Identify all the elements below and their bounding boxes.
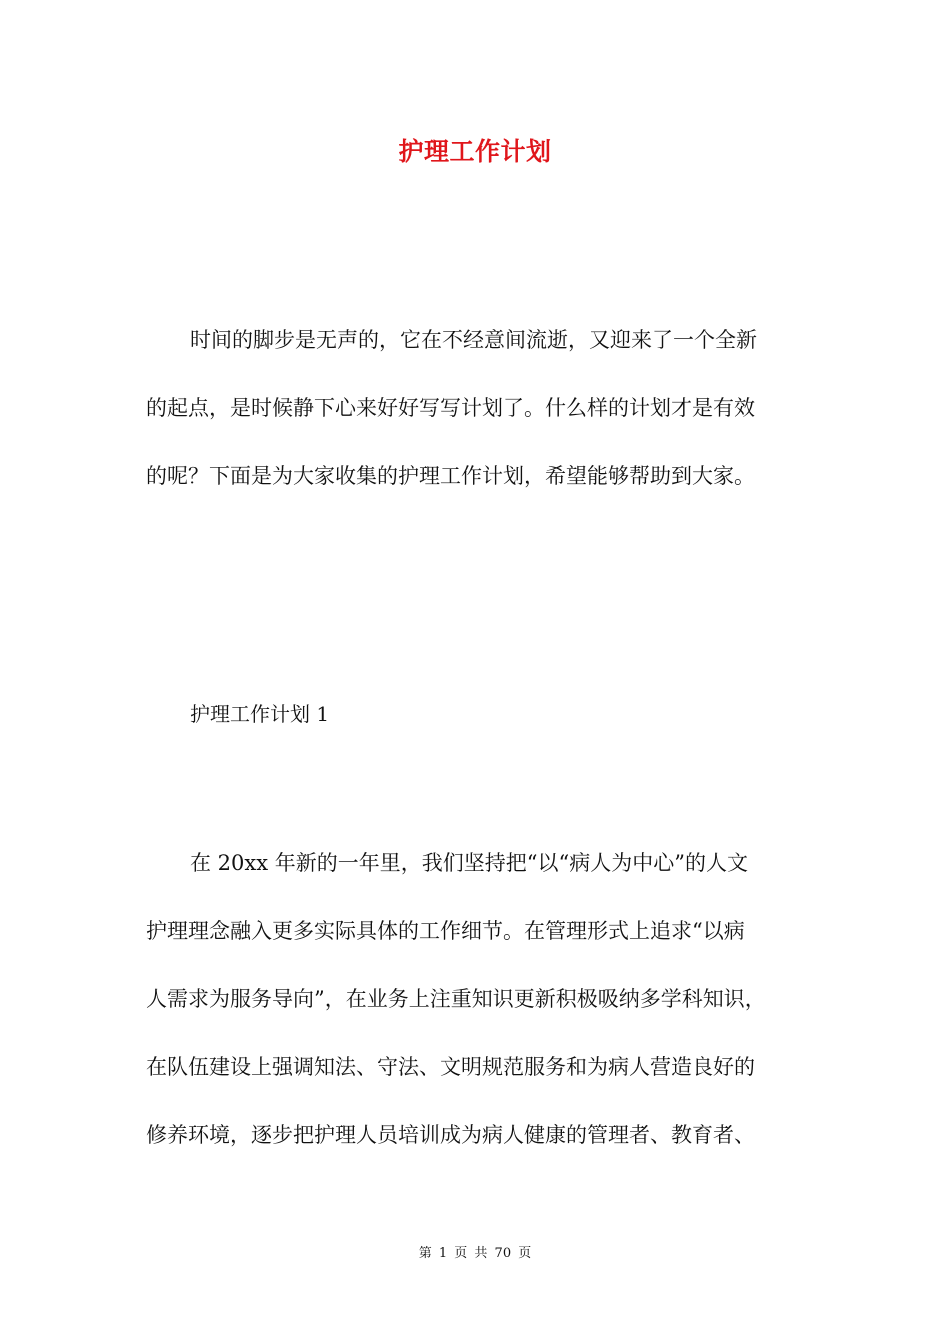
section-line: 在 20xx 年新的一年里，我们坚持把“以“病人为中心”的人文 bbox=[190, 851, 748, 875]
section-paragraph bbox=[146, 829, 826, 1169]
section-line: 修养环境，逐步把护理人员培训成为病人健康的管理者、教育者、 bbox=[146, 1123, 755, 1147]
document-title: 护理工作计划 bbox=[398, 137, 552, 166]
intro-line: 的起点，是时候静下心来好好写写计划了。什么样的计划才是有效 bbox=[146, 396, 755, 420]
section-heading: 护理工作计划 1 bbox=[190, 702, 330, 726]
section-line: 在队伍建设上强调知法、守法、文明规范服务和为病人营造良好的 bbox=[146, 1055, 755, 1079]
intro-line: 时间的脚步是无声的，它在不经意间流逝，又迎来了一个全新 bbox=[190, 328, 757, 352]
intro-paragraph bbox=[146, 306, 826, 510]
section-line: 人需求为服务导向”，在业务上注重知识更新积极吸纳多学科知识， bbox=[146, 987, 766, 1011]
page-footer: 第 1 页 共 70 页 bbox=[418, 1246, 532, 1261]
section-line: 护理理念融入更多实际具体的工作细节。在管理形式上追求“以病 bbox=[146, 919, 745, 943]
intro-line: 的呢？下面是为大家收集的护理工作计划，希望能够帮助到大家。 bbox=[146, 464, 755, 488]
